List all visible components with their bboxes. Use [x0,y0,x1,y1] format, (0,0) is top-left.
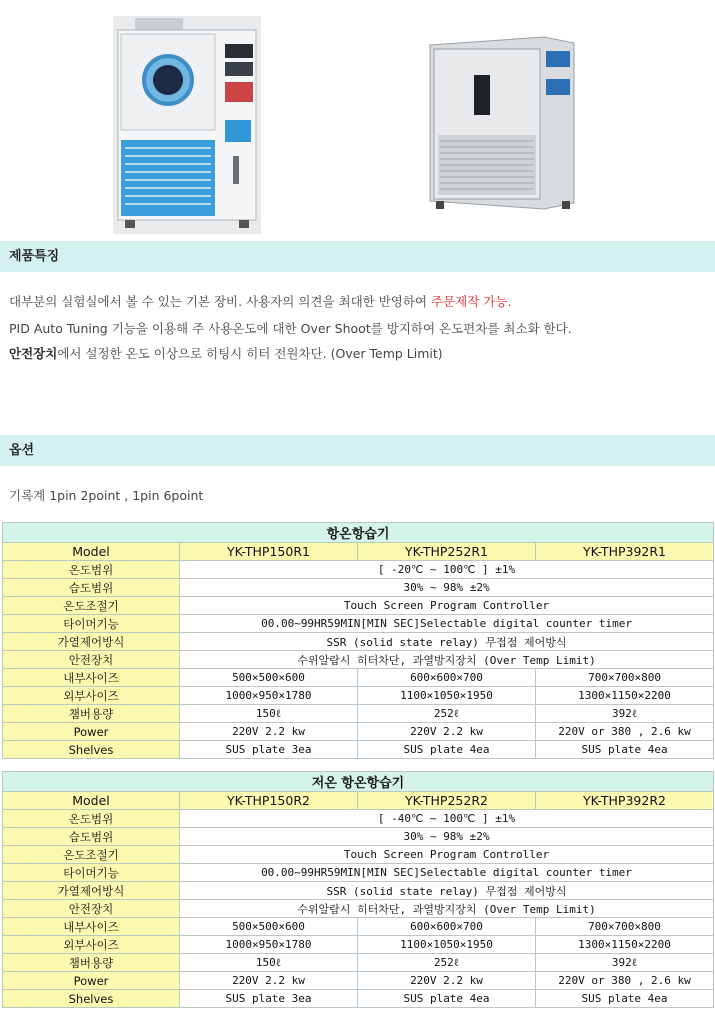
features-heading: 제품특징 [0,241,715,272]
row-value: 150ℓ [180,954,358,972]
table-row [3,687,714,705]
feature-line-1 [9,292,511,310]
table-row [3,954,714,972]
table-row [3,846,714,864]
row-value: SSR (solid state relay) 무접점 제어방식 [180,882,714,900]
model-cell: YK-THP392R1 [536,543,714,561]
row-value: 600×600×700 [358,918,536,936]
row-value: 1100×1050×1950 [358,687,536,705]
row-value: 30% ~ 98% ±2% [180,579,714,597]
row-value: 150ℓ [180,705,358,723]
model-cell: YK-THP252R2 [358,792,536,810]
table-row [3,579,714,597]
table-row [3,936,714,954]
table-row [3,669,714,687]
row-label: 내부사이즈 [3,669,180,687]
row-value: 수위알람시 히터차단, 과열방지장치 (Over Temp Limit) [180,651,714,669]
table-row [3,972,714,990]
row-value: Touch Screen Program Controller [180,846,714,864]
row-label: 챔버용량 [3,954,180,972]
table-row [3,900,714,918]
feature-line-1-text: 대부분의 실험실에서 볼 수 있는 기본 장비. 사용자의 의견을 최대한 반영하여 [9,294,432,309]
spec-table-1 [2,522,714,759]
chamber-photo-2 [428,35,576,215]
table-header-row [3,523,714,543]
model-cell: YK-THP150R1 [180,543,358,561]
row-label: 습도범위 [3,579,180,597]
model-label: Model [3,543,180,561]
table-header-row [3,772,714,792]
row-value: 500×500×600 [180,918,358,936]
product-photos [0,0,715,240]
table-row [3,561,714,579]
safety-device-label: 안전장치 [9,346,58,361]
row-label: 습도범위 [3,828,180,846]
row-value: 220V 2.2 kw [180,723,358,741]
table-title: 항온항습기 [3,523,714,543]
row-label: 온도범위 [3,561,180,579]
row-label: 외부사이즈 [3,936,180,954]
row-label: 타이머기능 [3,864,180,882]
row-label: 온도조절기 [3,597,180,615]
row-label: Shelves [3,990,180,1008]
row-value: 700×700×800 [536,918,714,936]
table-title: 저온 항온항습기 [3,772,714,792]
model-cell: YK-THP150R2 [180,792,358,810]
row-value: 00.00~99HR59MIN[MIN SEC]Selectable digital counter timer [180,864,714,882]
row-value: 00.00~99HR59MIN[MIN SEC]Selectable digital counter timer [180,615,714,633]
row-value: SUS plate 4ea [536,741,714,759]
table-row [3,705,714,723]
row-value: SUS plate 4ea [358,990,536,1008]
row-value: SSR (solid state relay) 무접점 제어방식 [180,633,714,651]
row-label: 타이머기능 [3,615,180,633]
row-label: 안전장치 [3,900,180,918]
row-value: 30% ~ 98% ±2% [180,828,714,846]
row-label: 외부사이즈 [3,687,180,705]
table-row [3,597,714,615]
table-row [3,741,714,759]
row-value: 600×600×700 [358,669,536,687]
row-value: SUS plate 4ea [358,741,536,759]
row-label: Power [3,972,180,990]
table-row [3,543,714,561]
table-row [3,882,714,900]
table-row [3,615,714,633]
feature-line-3-text: 에서 설정한 온도 이상으로 히팅시 히터 전원차단. (Over Temp Limit) [57,346,443,361]
row-value: 220V 2.2 kw [358,972,536,990]
row-value: SUS plate 4ea [536,990,714,1008]
table-row [3,723,714,741]
row-value: 392ℓ [536,705,714,723]
feature-line-2: PID Auto Tuning 기능을 이용해 주 사용온도에 대한 Over Shoot를 방지하여 온도편차를 최소화 한다. [9,321,572,336]
row-value: 220V 2.2 kw [358,723,536,741]
custom-order-highlight: 주문제작 가능. [431,294,512,309]
table-row [3,633,714,651]
row-value: SUS plate 3ea [180,741,358,759]
model-label: Model [3,792,180,810]
row-value: 1000×950×1780 [180,936,358,954]
feature-line-3 [9,344,443,362]
row-label: 안전장치 [3,651,180,669]
row-label: Shelves [3,741,180,759]
model-cell: YK-THP392R2 [536,792,714,810]
table-row [3,810,714,828]
row-value: 1300×1150×2200 [536,687,714,705]
row-value: SUS plate 3ea [180,990,358,1008]
table-row [3,864,714,882]
row-value: 1000×950×1780 [180,687,358,705]
row-value: Touch Screen Program Controller [180,597,714,615]
row-value: 252ℓ [358,954,536,972]
row-value: 252ℓ [358,705,536,723]
table-row [3,918,714,936]
row-value: 220V or 380 , 2.6 kw [536,972,714,990]
table-row [3,792,714,810]
row-value: [ -20℃ ~ 100℃ ] ±1% [180,561,714,579]
row-label: 온도범위 [3,810,180,828]
row-value: 220V or 380 , 2.6 kw [536,723,714,741]
table-row [3,990,714,1008]
spec-table-2 [2,771,714,1008]
row-value: 220V 2.2 kw [180,972,358,990]
row-label: 온도조절기 [3,846,180,864]
row-value: [ -40℃ ~ 100℃ ] ±1% [180,810,714,828]
table-row [3,651,714,669]
row-value: 1100×1050×1950 [358,936,536,954]
options-line: 기록계 1pin 2point , 1pin 6point [9,488,204,503]
row-value: 700×700×800 [536,669,714,687]
row-label: Power [3,723,180,741]
row-label: 내부사이즈 [3,918,180,936]
row-value: 1300×1150×2200 [536,936,714,954]
row-value: 수위알람시 히터차단, 과열방지장치 (Over Temp Limit) [180,900,714,918]
chamber-photo-1 [113,16,261,234]
row-label: 챔버용량 [3,705,180,723]
table-row [3,828,714,846]
row-label: 가열제어방식 [3,882,180,900]
model-cell: YK-THP252R1 [358,543,536,561]
row-value: 500×500×600 [180,669,358,687]
options-heading: 옵션 [0,435,715,466]
row-label: 가열제어방식 [3,633,180,651]
row-value: 392ℓ [536,954,714,972]
